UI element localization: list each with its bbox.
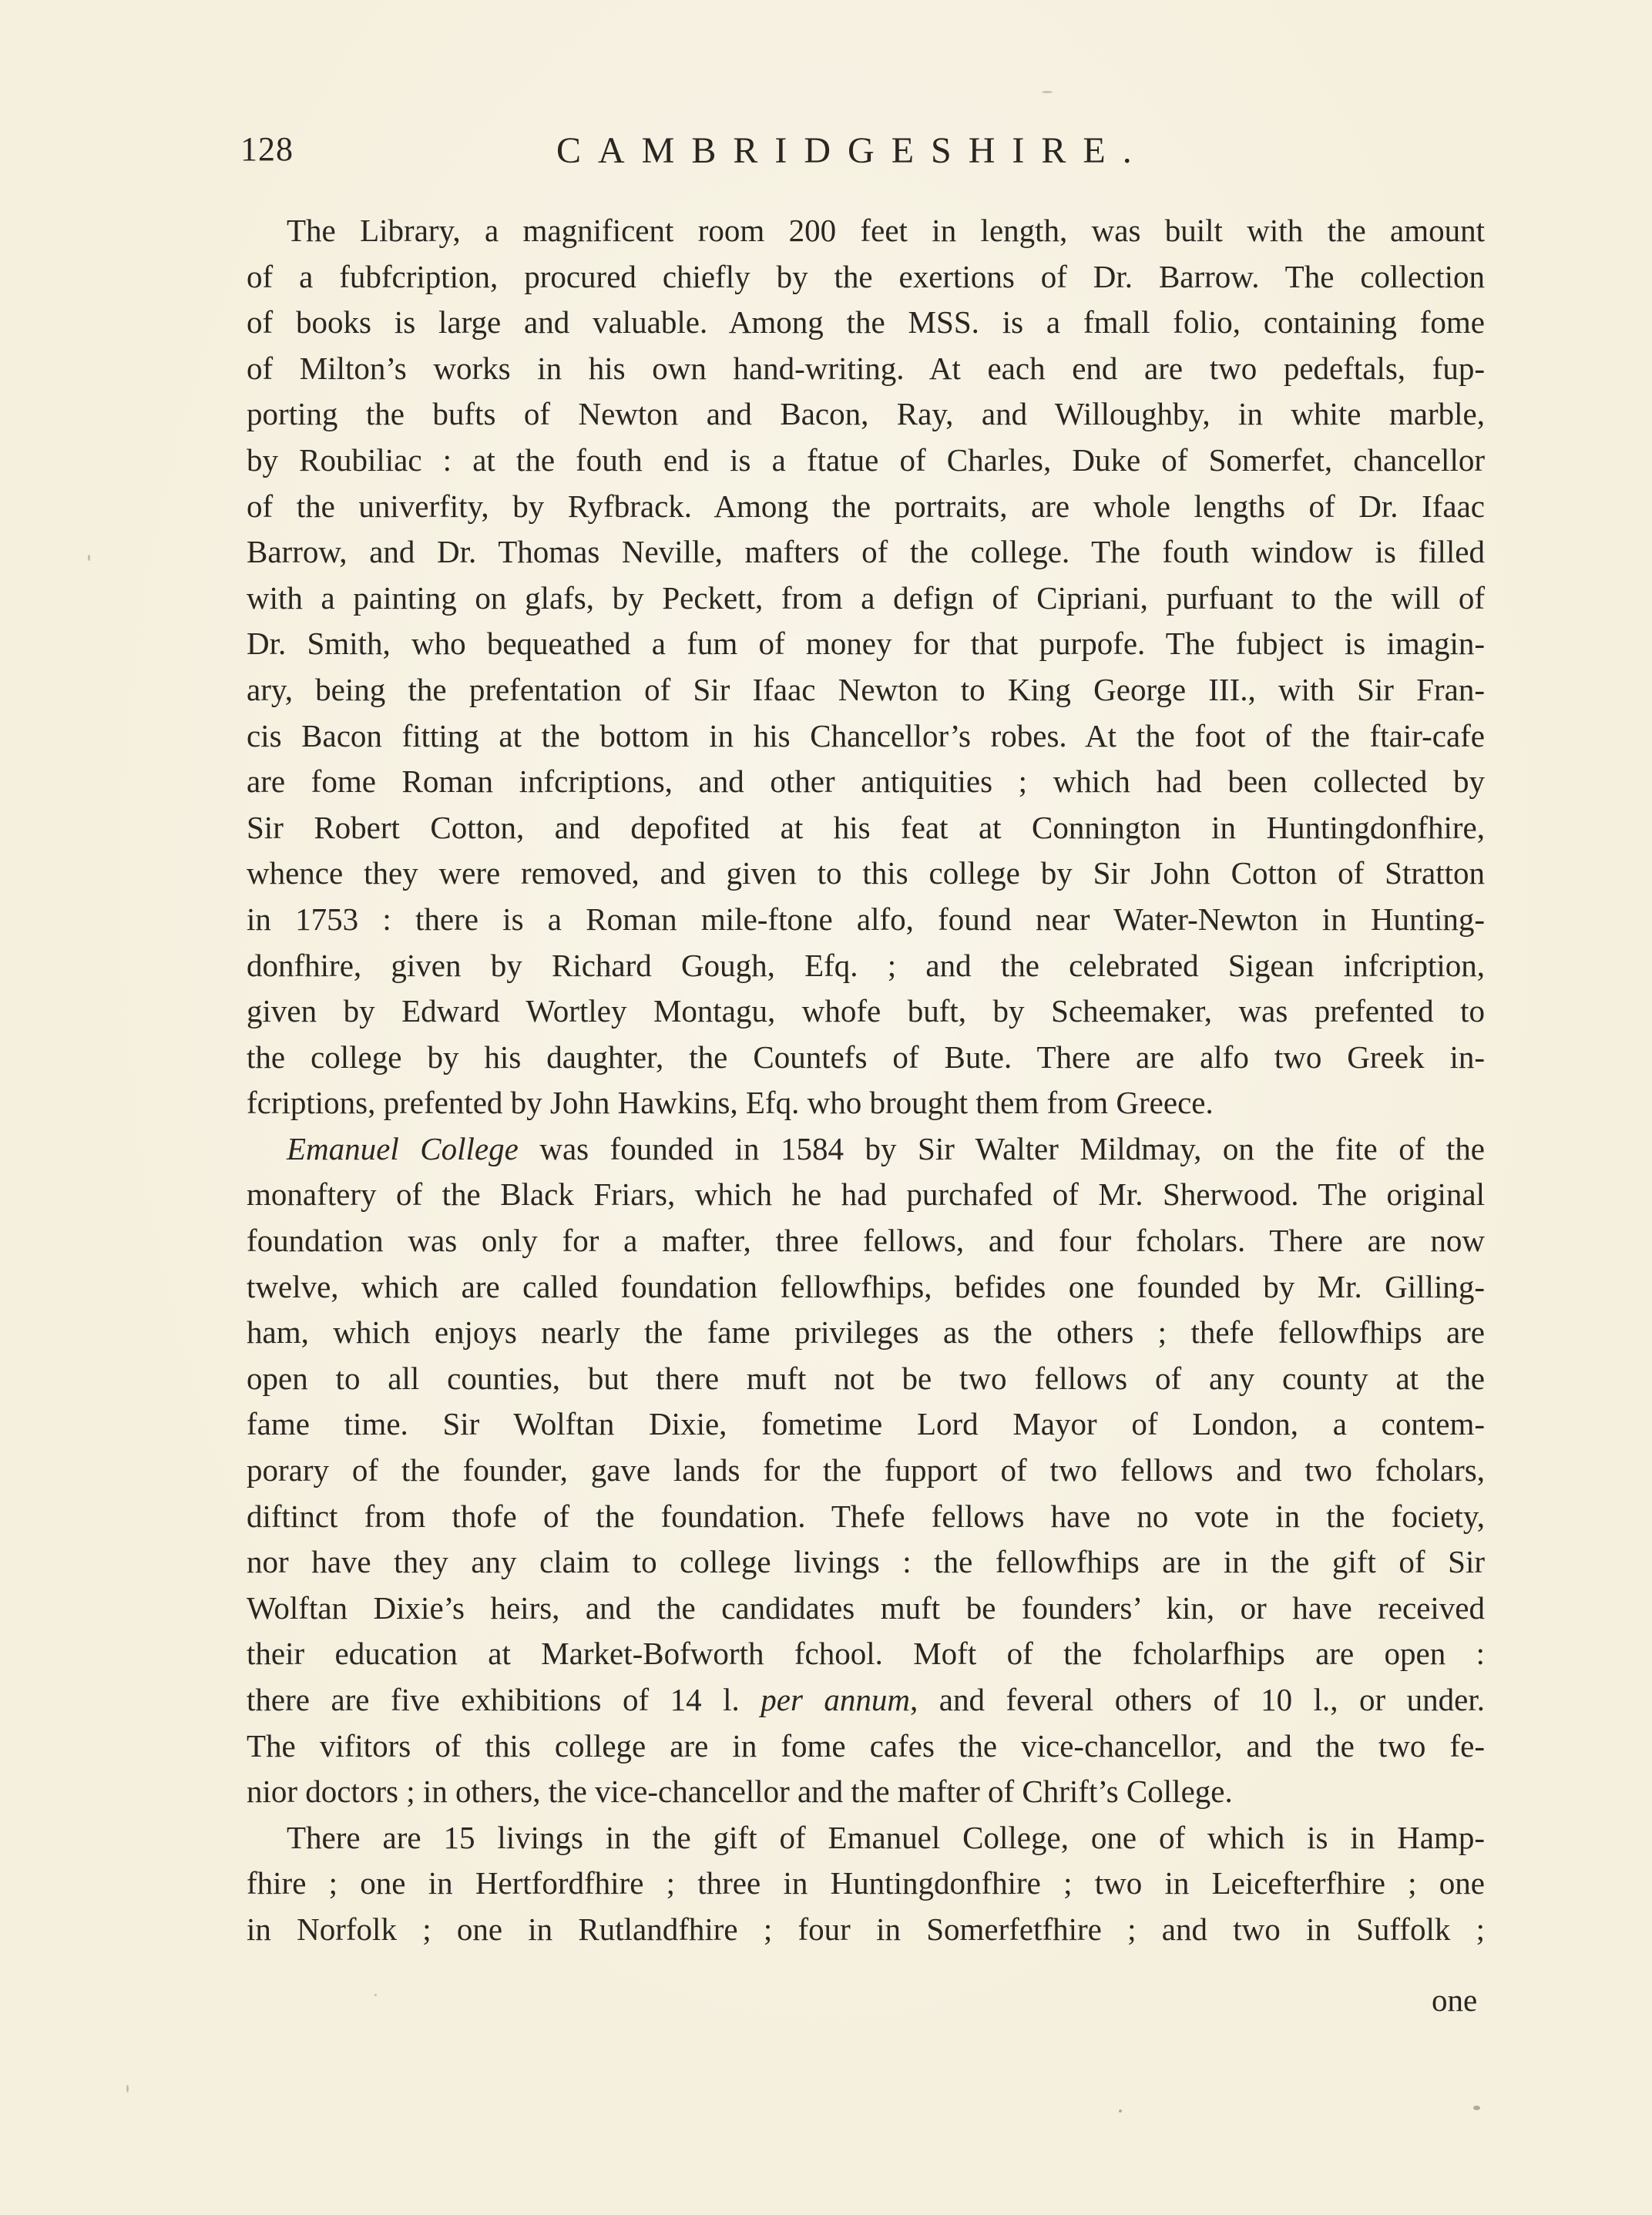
paper-speck [1119,2109,1122,2113]
text-line: Wolftan Dixie’s heirs, and the candidates muft be founders’ kin, or have received [247,1589,1485,1626]
text-line: Sir Robert Cotton, and depofited at his feat at Connington in Huntingdonfhire, [247,809,1485,845]
text-line: are fome Roman infcriptions, and other antiquities ; which had been collected by [247,764,1485,800]
text-line [247,1126,1485,1173]
text-line: nior doctors ; in others, the vice-chancellor and the mafter of Chrift’s College. [247,1774,1233,1810]
page-number: 128 [240,130,294,168]
text-line: ham, which enjoys nearly the fame privileges as the others ; thefe fellowfhips are [247,1314,1485,1351]
text-line: fhire ; one in Hertfordfhire ; three in Huntingdonfhire ; two in Leicefterfhire ; one [247,1865,1485,1901]
text-line: whence they were removed, and given to this college by Sir John Cotton of Stratton [247,855,1485,891]
text-span: was founded in 1584 by Sir Walter Mildmay, on the fite of the [518,1130,1485,1166]
text-line: twelve, which are called foundation fellowfhips, befides one founded by Mr. Gilling- [247,1268,1485,1304]
italic-phrase: per annum [761,1682,911,1717]
text-line: foundation was only for a mafter, three fellows, and four fcholars. There are now [247,1223,1485,1259]
text-line: of a fubfcription, procured chiefly by the exertions of Dr. Barrow. The collection [247,258,1485,294]
paper-speck [88,555,90,561]
text-line: fame time. Sir Wolftan Dixie, fometime Lord Mayor of London, a contem- [247,1406,1485,1442]
text-line: diftinct from thofe of the foundation. Thefe fellows have no vote in the fociety, [247,1498,1485,1534]
text-line: their education at Market-Bofworth fchool. Moft of the fcholarfhips are open : [247,1636,1485,1672]
text-line: open to all counties, but there muft not be two fellows of any county at the [247,1360,1485,1396]
text-line: There are 15 livings in the gift of Emanuel College, one of which is in Hamp- [287,1819,1485,1855]
text-line: in 1753 : there is a Roman mile-ftone alfo, found near Water-Newton in Hunting- [247,901,1485,937]
text-line: ary, being the prefentation of Sir Ifaac Newton to King George III., with Sir Fran- [247,671,1485,707]
text-line: in Norfolk ; one in Rutlandfhire ; four in Somerfetfhire ; and two in Suffolk ; [247,1911,1485,1947]
text-line: nor have they any claim to college livings : the fellowfhips are in the gift of Sir [247,1544,1485,1580]
text-line: fcriptions, prefented by John Hawkins, Efq. who brought them from Greece. [247,1085,1214,1121]
page-header [240,129,1188,183]
paper-speck [374,1994,377,1996]
text-line: The vifitors of this college are in fome cafes the vice-chancellor, and the two fe- [247,1727,1485,1764]
text-span: , and feveral others of 10 l., or under. [910,1682,1485,1717]
body-text [247,208,1485,1953]
text-line [247,1677,1485,1723]
text-line: Dr. Smith, who bequeathed a fum of money for that purpofe. The fubject is imagin- [247,626,1485,662]
text-line: given by Edward Wortley Montagu, whofe buft, by Scheemaker, was prefented to [247,993,1485,1029]
text-line: porting the bufts of Newton and Bacon, Ray, and Willoughby, in white marble, [247,396,1485,432]
text-span: there are five exhibitions of 14 l. [247,1682,761,1717]
text-line: cis Bacon fitting at the bottom in his Chancellor’s robes. At the foot of the ftair-cafe [247,717,1485,753]
text-line: the college by his daughter, the Countefs of Bute. There are alfo two Greek in- [247,1039,1485,1075]
paper-speck [1473,2106,1480,2110]
text-line: donfhire, given by Richard Gough, Efq. ; and the celebrated Sigean infcription, [247,947,1485,983]
text-line: with a painting on glafs, by Peckett, from a defign of Cipriani, purfuant to the will of [247,579,1485,616]
text-line: porary of the founder, gave lands for the fupport of two fellows and two fcholars, [247,1452,1485,1488]
text-line: The Library, a magnificent room 200 feet in length, was built with the amount [287,213,1485,248]
text-line: of Milton’s works in his own hand-writing. At each end are two pedeftals, fup- [247,350,1485,386]
text-line: Barrow, and Dr. Thomas Neville, mafters of the college. The fouth window is filled [247,534,1485,570]
text-line: of the univerfity, by Ryfbrack. Among the portraits, are whole lengths of Dr. Ifaac [247,488,1485,524]
paper-speck [126,2085,129,2093]
catchword: one [1432,1982,1478,2018]
paper-speck [1042,91,1053,93]
college-name: Emanuel College [287,1130,519,1166]
running-head: CAMBRIDGESHIRE. [556,130,1149,171]
text-line: monaftery of the Black Friars, which he had purchafed of Mr. Sherwood. The original [247,1176,1485,1213]
text-line: by Roubiliac : at the fouth end is a ftatue of Charles, Duke of Somerfet, chancellor [247,441,1485,478]
text-line: of books is large and valuable. Among the MSS. is a fmall folio, containing fome [247,304,1485,341]
